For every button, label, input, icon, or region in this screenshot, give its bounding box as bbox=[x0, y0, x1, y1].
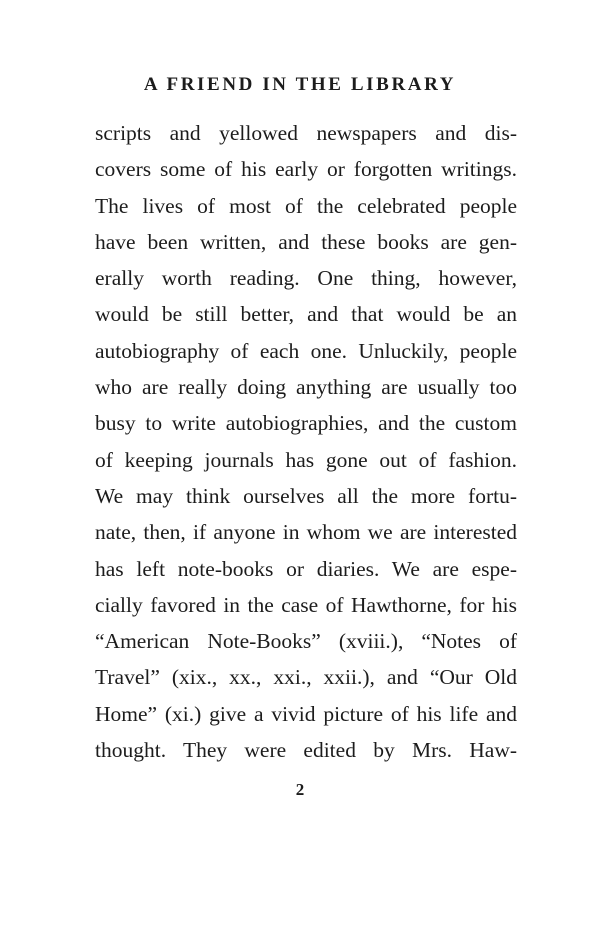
text-line: thought. They were edited by Mrs. Haw- bbox=[95, 738, 517, 763]
text-line: nate, then, if anyone in whom we are interested bbox=[95, 520, 517, 545]
text-line: have been written, and these books are gen- bbox=[95, 229, 517, 254]
page-number: 2 bbox=[295, 780, 305, 799]
text-line: The lives of most of the celebrated people bbox=[95, 193, 517, 218]
running-head: A FRIEND IN THE LIBRARY bbox=[143, 74, 457, 95]
text-line: “American Note-Books” (xviii.), “Notes of bbox=[95, 629, 517, 654]
text-line: Travel” (xix., xx., xxi., xxii.), and “Our Old bbox=[95, 665, 517, 690]
text-line: of keeping journals has gone out of fashion. bbox=[95, 447, 517, 472]
text-line: autobiography of each one. Unluckily, people bbox=[95, 338, 517, 363]
text-line: who are really doing anything are usually too bbox=[95, 375, 517, 400]
text-line: covers some of his early or forgotten writings. bbox=[95, 157, 517, 182]
text-line: scripts and yellowed newspapers and dis- bbox=[95, 121, 517, 145]
body-text bbox=[95, 115, 517, 768]
text-line: busy to write autobiographies, and the custom bbox=[95, 411, 517, 436]
text-line: has left note-books or diaries. We are espe- bbox=[95, 556, 517, 581]
text-line: Home” (xi.) give a vivid picture of his life and bbox=[95, 701, 517, 726]
text-line: erally worth reading. One thing, however, bbox=[95, 266, 517, 291]
text-line: would be still better, and that would be an bbox=[95, 302, 517, 327]
text-line: We may think ourselves all the more fortu- bbox=[95, 483, 517, 508]
text-line: cially favored in the case of Hawthorne, for his bbox=[95, 592, 517, 617]
